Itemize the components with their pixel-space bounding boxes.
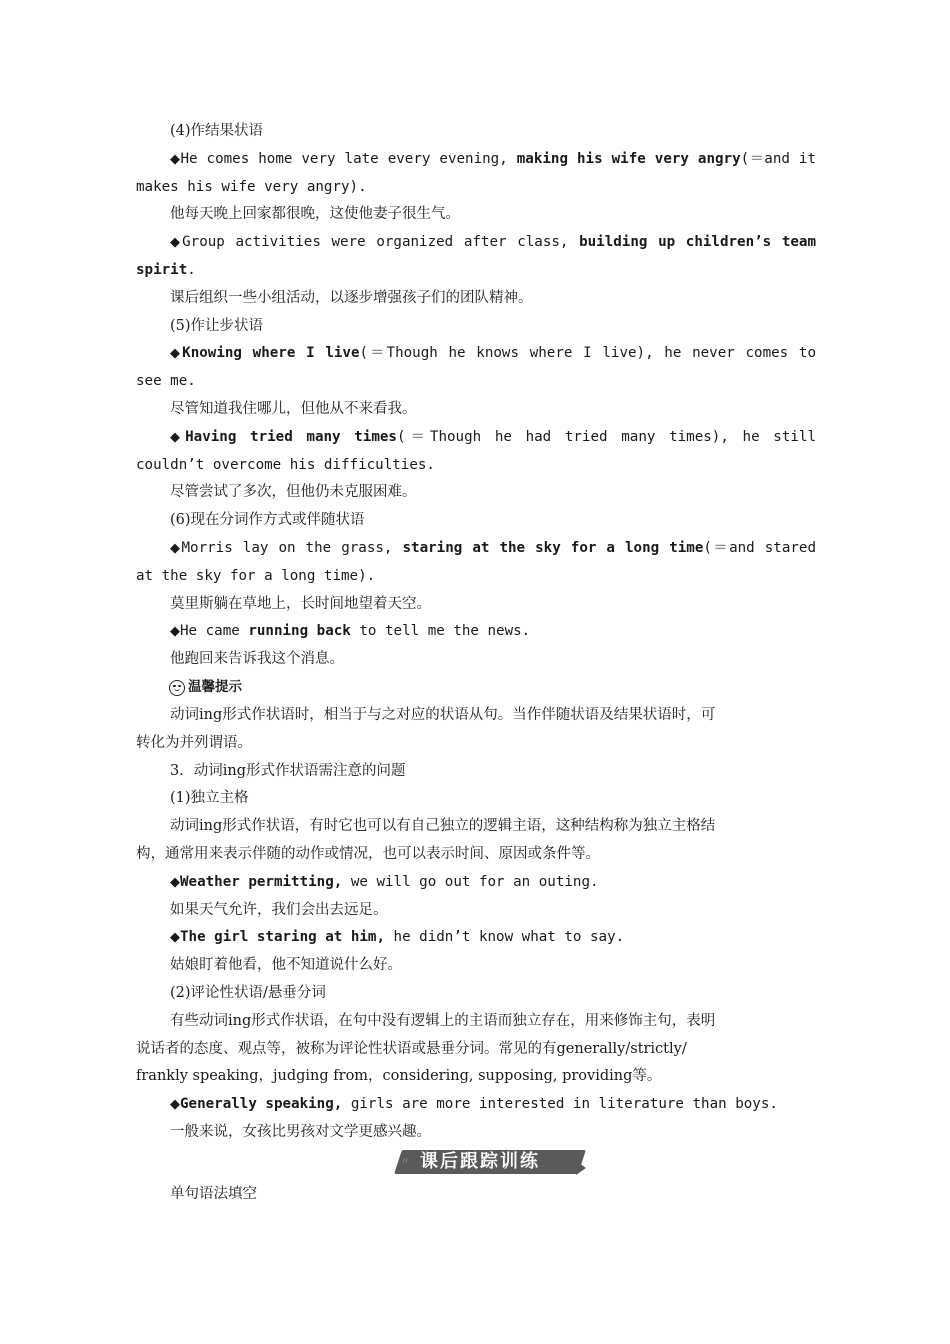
bullet-diamond-icon: ◆ (170, 151, 181, 167)
example-translation: 姑娘盯着他看，他不知道说什么好。 (170, 957, 402, 974)
example-sentence-continuation: at the sky for a long time). (136, 567, 376, 584)
example-sentence: ◆Morris lay on the grass, staring at the sky for a long time(＝and stared (170, 539, 817, 556)
subsection-heading-absolute-construction: (1)独立主格 (170, 790, 249, 807)
bullet-diamond-icon: ◆ (170, 930, 180, 946)
document-page (136, 118, 816, 1208)
example-translation: 他跑回来告诉我这个消息。 (170, 651, 344, 668)
tip-header (136, 674, 816, 702)
example-sentence: ◆Group activities were organized after class, building up children’s team (170, 234, 817, 251)
example-sentence: ◆Knowing where I live(＝Though he knows where I live), he never comes to (170, 345, 817, 362)
bullet-diamond-icon: ◆ (170, 235, 183, 251)
section-heading-result-adverbial: (4)作结果状语 (170, 123, 264, 139)
paragraph-continuation: 构，通常用来表示伴随的动作或情况，也可以表示时间、原因或条件等。 (136, 845, 600, 862)
paragraph: 有些动词ing形式作状语，在句中没有逻辑上的主语而独立存在，用来修饰主句，表明 (170, 1012, 716, 1029)
tip-text-continuation: 转化为并列谓语。 (136, 734, 252, 751)
example-sentence: ◆He came running back to tell me the news. (170, 623, 531, 640)
example-sentence: ◆He comes home very late every evening, making his wife very angry(＝and it (170, 150, 816, 167)
example-sentence-continuation: spirit. (136, 261, 196, 278)
section-heading-notes: 3．动词ing形式作状语需注意的问题 (170, 762, 406, 779)
subsection-heading-dangling-participle: (2)评论性状语/悬垂分词 (170, 984, 326, 1001)
section-banner (136, 1147, 816, 1181)
paragraph-continuation: frankly speaking，judging from，considering, supposing, providing等。 (136, 1068, 662, 1085)
example-translation: 如果天气允许，我们会出去远足。 (170, 901, 388, 918)
bullet-diamond-icon: ◆ (170, 874, 180, 890)
tip-text: 动词ing形式作状语时，相当于与之对应的状语从句。当作伴随状语及结果状语时，可 (170, 706, 716, 723)
example-translation: 他每天晚上回家都很晚，这使他妻子很生气。 (170, 206, 460, 223)
bullet-diamond-icon: ◆ (170, 540, 182, 556)
banner-deco-mark: 〃 (400, 1156, 410, 1168)
example-translation: 尽管尝试了多次，但他仍未克服困难。 (170, 484, 417, 501)
bullet-diamond-icon: ◆ (170, 429, 186, 445)
smiley-icon (169, 680, 185, 696)
example-translation: 尽管知道我住哪儿，但他从不来看我。 (170, 400, 417, 417)
example-translation: 莫里斯躺在草地上，长时间地望着天空。 (170, 595, 431, 612)
example-sentence: ◆Having tried many times(＝Though he had tried many times), he still (170, 428, 816, 445)
paragraph-continuation: 说话者的态度、观点等，被称为评论性状语或悬垂分词。常见的有generally/strictly/ (136, 1040, 687, 1057)
example-sentence: ◆Generally speaking, girls are more interested in literature than boys. (170, 1096, 778, 1113)
banner-arrow-tail (576, 1161, 586, 1175)
example-sentence: ◆The girl staring at him, he didn’t know what to say. (170, 929, 625, 946)
bullet-diamond-icon: ◆ (170, 624, 180, 640)
example-translation: 一般来说，女孩比男孩对文学更感兴趣。 (170, 1123, 431, 1140)
bullet-diamond-icon: ◆ (170, 346, 183, 362)
example-sentence-continuation: makes his wife very angry). (136, 178, 367, 195)
tip-title: 温馨提示 (188, 679, 242, 696)
example-translation: 课后组织一些小组活动，以逐步增强孩子们的团队精神。 (170, 289, 533, 306)
banner-title: 课后跟踪训练 (420, 1150, 540, 1172)
exercise-heading: 单句语法填空 (170, 1185, 257, 1202)
bullet-diamond-icon: ◆ (170, 1097, 180, 1113)
example-sentence-continuation: couldn’t overcome his difficulties. (136, 456, 435, 473)
section-heading-manner-adverbial: (6)现在分词作方式或伴随状语 (170, 512, 365, 529)
example-sentence: ◆Weather permitting, we will go out for an outing. (170, 873, 599, 890)
example-sentence-continuation: see me. (136, 373, 196, 390)
paragraph: 动词ing形式作状语，有时它也可以有自己独立的逻辑主语，这种结构称为独立主格结 (170, 818, 716, 835)
section-heading-concession-adverbial: (5)作让步状语 (170, 317, 264, 334)
